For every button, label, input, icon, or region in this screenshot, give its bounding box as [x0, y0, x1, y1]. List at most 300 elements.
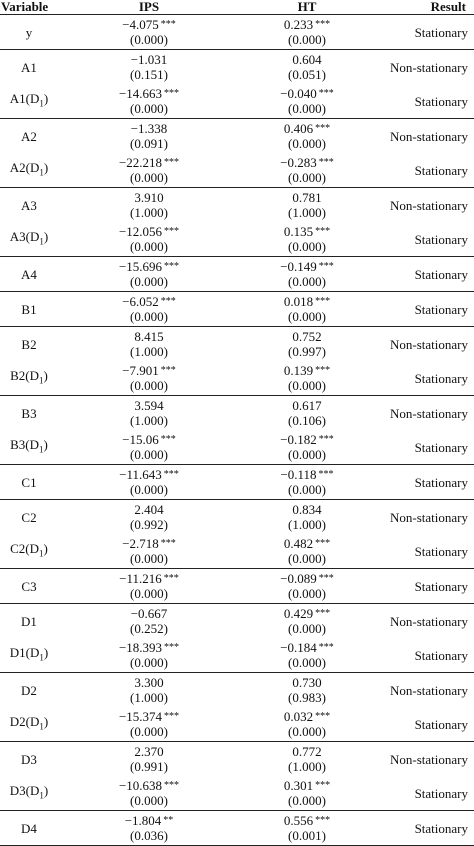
result-cell: Non-stationary	[390, 197, 468, 213]
ips-value-statistic: −1.031	[130, 52, 168, 67]
ips-value-cell	[58, 327, 240, 362]
table-row	[0, 569, 474, 604]
significance-stars: ***	[315, 19, 331, 30]
ips-value-p-value: (0.252)	[130, 621, 168, 636]
ips-value-cell	[58, 292, 240, 327]
variable-subscript: 1	[39, 444, 44, 455]
significance-stars: ***	[164, 711, 180, 722]
ips-value-p-value: (0.000)	[130, 274, 168, 289]
ht-value-cell	[240, 569, 374, 604]
ht-value	[240, 536, 374, 551]
ht-value	[240, 640, 374, 655]
ips-value-p-value: (0.000)	[130, 101, 168, 116]
ht-value	[240, 709, 374, 724]
ht-value-statistic: −0.184	[280, 640, 317, 655]
variable-subscript: 1	[39, 548, 44, 559]
ht-value-statistic: 0.233	[283, 17, 314, 32]
significance-stars: ***	[160, 434, 176, 445]
result-cell: Stationary	[374, 776, 474, 811]
ht-value-p-value: (0.001)	[288, 828, 326, 843]
ips-value-cell	[58, 396, 240, 431]
ips-value-p-value: (1.000)	[130, 344, 168, 359]
ht-value-cell	[240, 707, 374, 742]
variable-cell	[0, 638, 58, 673]
variable-cell	[0, 430, 58, 465]
ips-value-p-value: (0.000)	[130, 655, 168, 670]
table-row	[0, 396, 474, 431]
ht-value	[240, 502, 374, 517]
significance-stars: ***	[164, 88, 180, 99]
variable-name: A1	[21, 59, 37, 75]
ips-value-statistic: −22.218	[118, 155, 163, 170]
ht-value-cell	[240, 500, 374, 535]
variable-subscript: 1	[39, 721, 44, 732]
ht-value-statistic: 0.730	[292, 675, 322, 690]
table-row	[0, 500, 474, 535]
ips-value-p-value: (0.000)	[130, 551, 168, 566]
ht-value-statistic: 0.834	[292, 502, 322, 517]
ips-value-statistic: −15.696	[118, 259, 163, 274]
table-row	[0, 776, 474, 811]
ht-value-cell	[240, 673, 374, 708]
variable-cell	[0, 327, 58, 362]
ht-value-cell	[240, 222, 374, 257]
variable-cell	[0, 500, 58, 535]
ht-value-p-value: (0.000)	[288, 309, 326, 324]
ips-value	[58, 224, 240, 239]
ips-value-cell	[58, 500, 240, 535]
ht-value-statistic: 0.032	[283, 709, 314, 724]
header-result: Result	[374, 0, 474, 15]
ips-value-cell	[58, 84, 240, 119]
variable-cell	[0, 50, 58, 85]
ht-value-statistic: 0.752	[292, 329, 322, 344]
ips-value-cell	[58, 15, 240, 50]
ips-value	[58, 17, 240, 32]
variable-cell	[0, 15, 58, 50]
variable-cell	[0, 153, 58, 188]
ips-value-p-value: (0.000)	[130, 378, 168, 393]
ips-value	[58, 502, 240, 517]
ht-value-statistic: 0.018	[283, 294, 314, 309]
ips-value-p-value: (0.000)	[130, 586, 168, 601]
ht-value-p-value: (1.000)	[288, 517, 326, 532]
ips-value-p-value: (0.000)	[130, 170, 168, 185]
significance-stars: ***	[315, 538, 331, 549]
ht-value-p-value: (0.000)	[288, 447, 326, 462]
ht-value	[240, 259, 374, 274]
ips-value-p-value: (0.000)	[130, 793, 168, 808]
table-body	[0, 15, 474, 846]
variable-subscript: 1	[39, 652, 44, 663]
ht-value-statistic: 0.781	[292, 190, 322, 205]
significance-stars: ***	[163, 573, 179, 584]
ips-value-p-value: (1.000)	[130, 413, 168, 428]
ips-value	[58, 190, 240, 205]
significance-stars: ***	[160, 538, 176, 549]
ips-value-p-value: (0.036)	[130, 828, 168, 843]
table-row	[0, 742, 474, 777]
ips-value	[58, 571, 240, 586]
ht-value-cell	[240, 153, 374, 188]
ips-value-cell	[58, 188, 240, 223]
ht-value-cell	[240, 361, 374, 396]
variable-subscript: 1	[39, 236, 44, 247]
ips-value	[58, 536, 240, 551]
ips-value-statistic: −12.056	[118, 224, 163, 239]
ips-value	[58, 155, 240, 170]
ips-value	[58, 294, 240, 309]
ht-value-statistic: 0.772	[292, 744, 322, 759]
ht-value-p-value: (0.000)	[288, 655, 326, 670]
ips-value-cell	[58, 430, 240, 465]
ips-value-statistic: 3.910	[134, 190, 164, 205]
ips-value-statistic: −7.901	[122, 363, 159, 378]
ht-value-cell	[240, 776, 374, 811]
variable-cell	[0, 361, 58, 396]
ips-value	[58, 86, 240, 101]
variable-close-paren: )	[43, 228, 49, 244]
table-row	[0, 188, 474, 223]
variable-name: D3(D	[9, 782, 40, 798]
ips-value-statistic: −1.804	[124, 813, 162, 828]
table-row	[0, 327, 474, 362]
table-row	[0, 534, 474, 569]
ips-value-statistic: 3.300	[134, 675, 164, 690]
ips-value	[58, 744, 240, 759]
ht-value-p-value: (0.000)	[288, 551, 326, 566]
ips-value	[58, 329, 240, 344]
ips-value-p-value: (0.000)	[130, 724, 168, 739]
ht-value-statistic: 0.139	[283, 363, 314, 378]
ips-value-statistic: −11.643	[119, 467, 162, 482]
ips-value-statistic: 3.594	[134, 398, 164, 413]
table-row	[0, 153, 474, 188]
variable-close-paren: )	[43, 782, 49, 798]
variable-cell	[0, 604, 58, 639]
ips-value-p-value: (0.000)	[130, 309, 168, 324]
ips-value-statistic: 8.415	[134, 329, 164, 344]
significance-stars: ***	[160, 296, 176, 307]
ips-value-statistic: −15.06	[122, 432, 159, 447]
variable-subscript: 1	[39, 790, 44, 801]
significance-stars: ***	[164, 157, 180, 168]
significance-stars: ***	[160, 19, 176, 30]
ips-value-statistic: 2.370	[134, 744, 164, 759]
ips-value-p-value: (0.000)	[130, 239, 168, 254]
variable-name: D1	[21, 613, 37, 629]
ht-value-cell	[240, 15, 374, 50]
variable-name: A3	[21, 197, 37, 213]
ht-value	[240, 294, 374, 309]
variable-cell	[0, 188, 58, 223]
ips-value	[58, 432, 240, 447]
table-row	[0, 50, 474, 85]
significance-stars: ***	[164, 780, 180, 791]
table-row	[0, 465, 474, 500]
ht-value-p-value: (1.000)	[288, 205, 326, 220]
result-cell: Stationary	[374, 569, 474, 604]
significance-stars: ***	[164, 642, 180, 653]
variable-cell	[0, 292, 58, 327]
table-row	[0, 430, 474, 465]
ht-value-cell	[240, 465, 374, 500]
variable-name: A1(D	[9, 90, 40, 106]
ips-value-statistic: −15.374	[118, 709, 163, 724]
variable-cell	[0, 569, 58, 604]
ips-value-p-value: (0.151)	[130, 67, 168, 82]
ht-value-cell	[240, 811, 374, 846]
ht-value-statistic: −0.040	[280, 86, 317, 101]
ht-value-cell	[240, 638, 374, 673]
variable-name: A4	[21, 266, 37, 282]
ht-value	[240, 467, 374, 482]
ips-value-statistic: −18.393	[118, 640, 163, 655]
ht-value-p-value: (0.997)	[288, 344, 326, 359]
ht-value-p-value: (0.000)	[288, 32, 326, 47]
ips-value-cell	[58, 361, 240, 396]
ht-value-statistic: 0.604	[292, 52, 322, 67]
ips-value-cell	[58, 673, 240, 708]
result-cell: Stationary	[374, 465, 474, 500]
significance-stars: ***	[315, 711, 331, 722]
ht-value-p-value: (0.000)	[288, 793, 326, 808]
result-cell: Stationary	[374, 638, 474, 673]
ht-value-cell	[240, 50, 374, 85]
ips-value	[58, 259, 240, 274]
significance-stars: ***	[163, 469, 179, 480]
significance-stars: ***	[318, 157, 334, 168]
result-cell: Stationary	[374, 361, 474, 396]
ht-value-cell	[240, 292, 374, 327]
ht-value	[240, 329, 374, 344]
ht-value-cell	[240, 604, 374, 639]
ht-value-statistic: 0.429	[283, 606, 314, 621]
variable-name: B2	[21, 336, 37, 352]
ht-value-statistic: 0.556	[283, 813, 314, 828]
table-row	[0, 707, 474, 742]
significance-stars: ***	[160, 365, 176, 376]
variable-subscript: 1	[39, 167, 44, 178]
table-row	[0, 811, 474, 846]
ht-value-cell	[240, 119, 374, 154]
variable-name: A3(D	[9, 228, 40, 244]
significance-stars: ***	[164, 226, 180, 237]
variable-name: D2	[21, 682, 37, 698]
result-cell: Stationary	[374, 707, 474, 742]
ht-value	[240, 52, 374, 67]
significance-stars: ***	[315, 123, 331, 134]
variable-close-paren: )	[43, 540, 48, 556]
ht-value	[240, 432, 374, 447]
ht-value	[240, 675, 374, 690]
ht-value	[240, 155, 374, 170]
ht-value	[240, 190, 374, 205]
table-row	[0, 673, 474, 708]
ht-value-p-value: (0.000)	[288, 136, 326, 151]
variable-close-paren: )	[43, 436, 48, 452]
ht-value	[240, 224, 374, 239]
result-cell: Non-stationary	[390, 682, 468, 698]
ips-value-cell	[58, 638, 240, 673]
variable-close-paren: )	[43, 90, 49, 106]
significance-stars: ***	[318, 434, 334, 445]
ht-value-statistic: −0.182	[280, 432, 317, 447]
result-cell: Stationary	[374, 153, 474, 188]
ht-value-cell	[240, 188, 374, 223]
ips-value-cell	[58, 119, 240, 154]
result-cell: Stationary	[374, 84, 474, 119]
significance-stars: ***	[315, 365, 331, 376]
ht-value-cell	[240, 534, 374, 569]
ips-value-cell	[58, 50, 240, 85]
ips-value-p-value: (0.000)	[130, 447, 168, 462]
result-cell: Non-stationary	[390, 336, 468, 352]
variable-cell	[0, 84, 58, 119]
ht-value-cell	[240, 327, 374, 362]
ips-value	[58, 778, 240, 793]
ips-value	[58, 121, 240, 136]
ips-value-statistic: −0.667	[130, 606, 168, 621]
ips-value-statistic: −6.052	[122, 294, 159, 309]
variable-cell	[0, 673, 58, 708]
ht-value-p-value: (0.000)	[288, 724, 326, 739]
ips-value-cell	[58, 707, 240, 742]
significance-stars: ***	[318, 573, 334, 584]
variable-cell	[0, 119, 58, 154]
ips-value	[58, 52, 240, 67]
significance-stars: ***	[315, 226, 331, 237]
variable-cell	[0, 534, 58, 569]
table-row	[0, 119, 474, 154]
result-cell: Stationary	[374, 430, 474, 465]
header-row	[0, 0, 474, 15]
significance-stars: ***	[315, 608, 331, 619]
table-row	[0, 222, 474, 257]
variable-name: C3	[21, 578, 37, 594]
header-ht: HT	[240, 0, 374, 15]
ips-value-statistic: −14.663	[118, 86, 163, 101]
variable-name: D4	[21, 820, 37, 836]
variable-cell	[0, 707, 58, 742]
variable-name: C1	[21, 474, 37, 490]
ips-value-p-value: (0.091)	[130, 136, 168, 151]
ips-value	[58, 467, 240, 482]
ips-value	[58, 363, 240, 378]
ips-value-statistic: −10.638	[118, 778, 163, 793]
ht-value-statistic: −0.089	[280, 571, 317, 586]
variable-name: y	[25, 24, 33, 40]
significance-stars: **	[163, 815, 174, 826]
ht-value-statistic: 0.482	[283, 536, 314, 551]
result-cell: Non-stationary	[390, 509, 468, 525]
table-row	[0, 292, 474, 327]
ht-value	[240, 363, 374, 378]
ht-value-p-value: (0.106)	[288, 413, 326, 428]
ht-value	[240, 121, 374, 136]
ips-value-p-value: (1.000)	[130, 205, 168, 220]
variable-name: B2(D	[10, 367, 40, 383]
table-row	[0, 638, 474, 673]
ht-value	[240, 571, 374, 586]
ips-value-cell	[58, 811, 240, 846]
ht-value	[240, 17, 374, 32]
variable-cell	[0, 396, 58, 431]
ht-value	[240, 398, 374, 413]
variable-close-paren: )	[43, 159, 49, 175]
ips-value	[58, 813, 240, 828]
variable-cell	[0, 257, 58, 292]
header-ips: IPS	[58, 0, 240, 15]
variable-name: B1	[21, 301, 37, 317]
variable-name: A2(D	[9, 159, 40, 175]
variable-cell	[0, 465, 58, 500]
ips-value	[58, 640, 240, 655]
ips-value-p-value: (0.000)	[130, 482, 168, 497]
ips-value	[58, 675, 240, 690]
ips-value-statistic: −1.338	[130, 121, 168, 136]
ht-value-cell	[240, 742, 374, 777]
variable-close-paren: )	[43, 367, 48, 383]
variable-name: A2	[21, 128, 37, 144]
ht-value-p-value: (0.000)	[288, 101, 326, 116]
ips-value-cell	[58, 776, 240, 811]
significance-stars: ***	[318, 469, 334, 480]
variable-close-paren: )	[43, 713, 49, 729]
ht-value	[240, 744, 374, 759]
result-cell: Non-stationary	[390, 751, 468, 767]
ips-value-cell	[58, 742, 240, 777]
ips-value-statistic: 2.404	[134, 502, 164, 517]
ips-value-p-value: (0.991)	[130, 759, 168, 774]
ht-value-cell	[240, 84, 374, 119]
ht-value	[240, 813, 374, 828]
significance-stars: ***	[315, 780, 331, 791]
result-cell: Stationary	[374, 15, 474, 50]
significance-stars: ***	[164, 261, 180, 272]
ips-value-cell	[58, 604, 240, 639]
ips-value-p-value: (1.000)	[130, 690, 168, 705]
ht-value-p-value: (0.000)	[288, 274, 326, 289]
ht-value-statistic: 0.406	[283, 121, 314, 136]
result-cell: Non-stationary	[390, 59, 468, 75]
ht-value-p-value: (0.051)	[288, 67, 326, 82]
ht-value-p-value: (0.000)	[288, 586, 326, 601]
result-cell: Stationary	[374, 534, 474, 569]
variable-name: C2	[21, 509, 37, 525]
variable-name: C2(D	[10, 540, 40, 556]
ht-value-p-value: (1.000)	[288, 759, 326, 774]
variable-name: D2(D	[9, 713, 40, 729]
variable-name: B3	[21, 405, 37, 421]
table-row	[0, 257, 474, 292]
ips-value-cell	[58, 465, 240, 500]
ips-value-cell	[58, 257, 240, 292]
result-cell: Stationary	[374, 811, 474, 846]
variable-close-paren: )	[43, 644, 49, 660]
table-row	[0, 604, 474, 639]
ht-value	[240, 86, 374, 101]
ht-value	[240, 778, 374, 793]
variable-name: B3(D	[10, 436, 40, 452]
significance-stars: ***	[315, 296, 331, 307]
variable-name: D1(D	[9, 644, 40, 660]
significance-stars: ***	[318, 261, 334, 272]
result-cell: Non-stationary	[390, 613, 468, 629]
result-cell: Stationary	[374, 222, 474, 257]
result-cell: Non-stationary	[390, 128, 468, 144]
ips-value-cell	[58, 569, 240, 604]
